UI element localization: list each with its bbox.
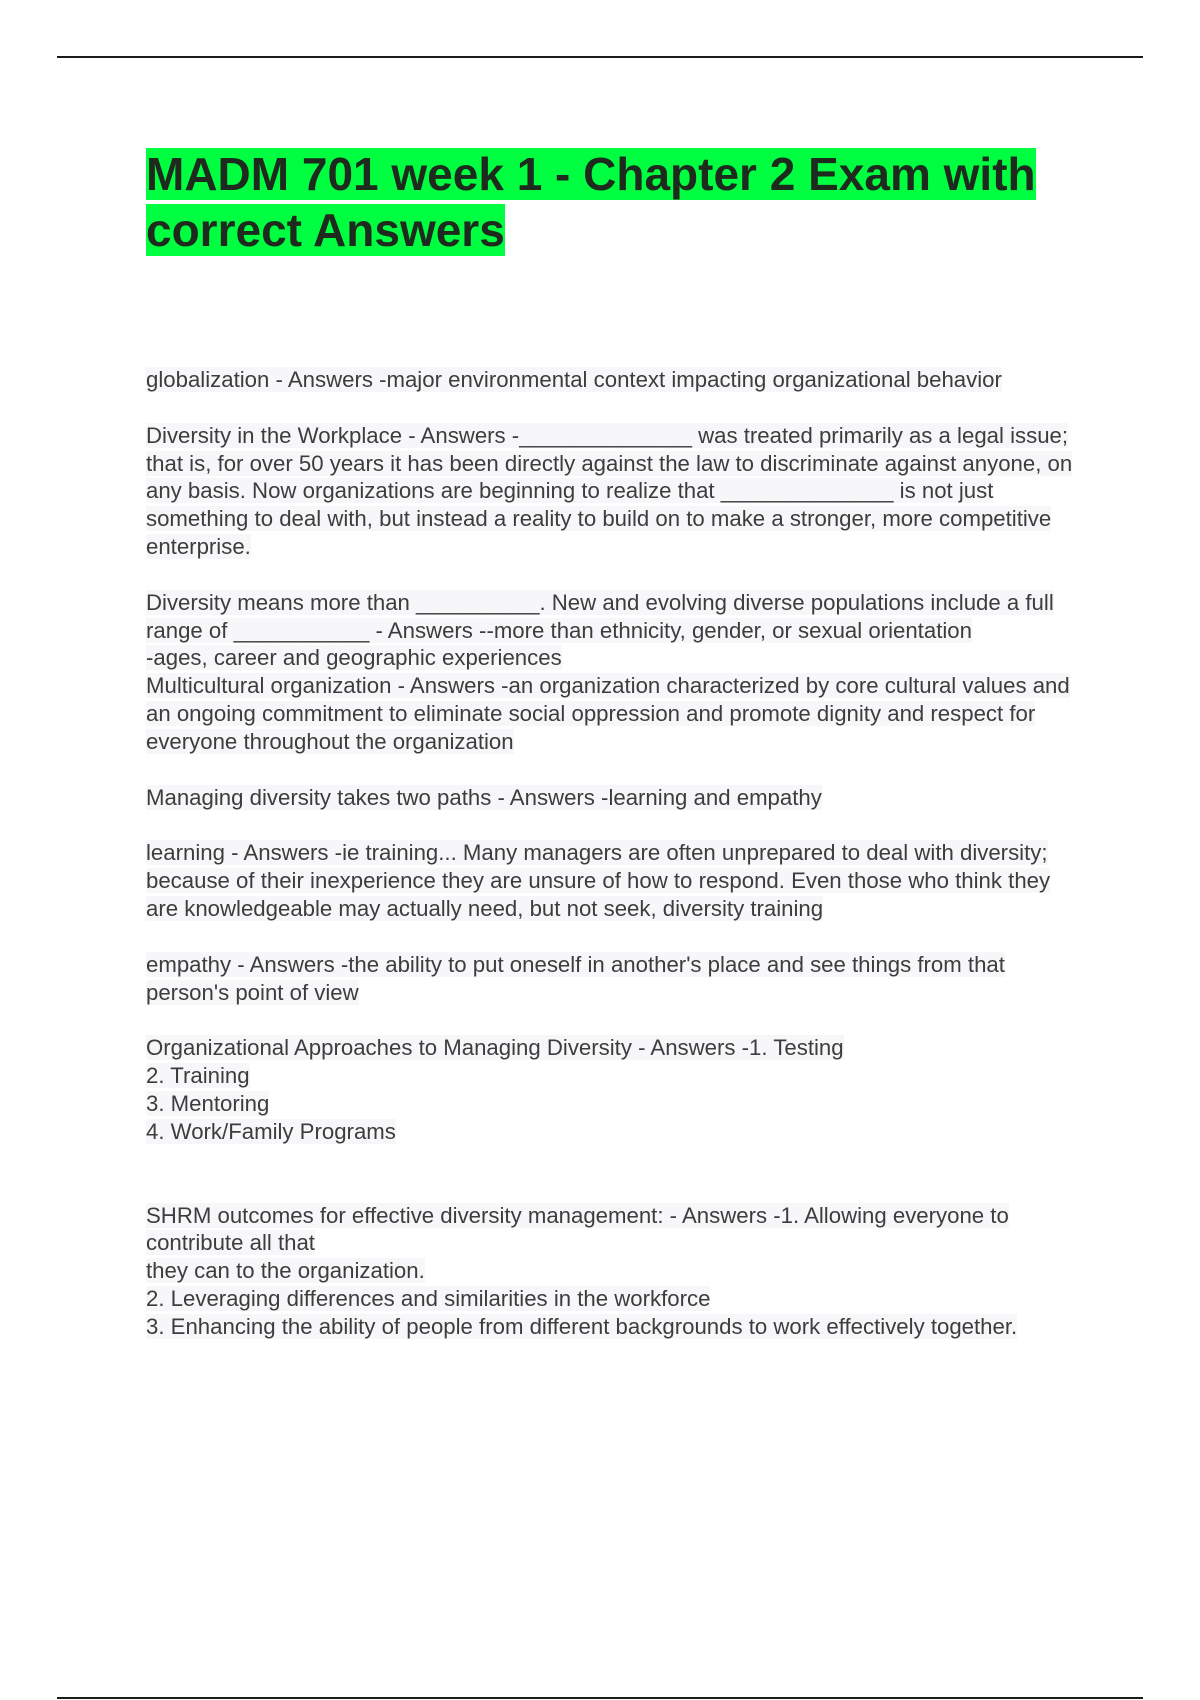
paragraph-line: Diversity means more than __________. New and evolving diverse populations include a full range of ___________ - Answers --more than ethnicity, gender, or sexual orientation	[146, 589, 1054, 643]
paragraph-managing-diversity	[146, 784, 1086, 812]
paragraph-line: learning - Answers -ie training... Many managers are often unprepared to deal with diversity; because of their inexperience they are unsure of how to respond. Even those who think they are knowledgeable may actually need, but not seek, diversity training	[146, 840, 1051, 921]
paragraph-line: globalization - Answers -major environmental context impacting organizational behavior	[146, 367, 1002, 392]
page-title	[146, 146, 1086, 258]
paragraph-line: Diversity in the Workplace - Answers -______________ was treated primarily as a legal issue; that is, for over 50 years it has been directly against the law to discriminate against anyone, on any basis. Now organizations are beginning to realize that ______________ is not just something to deal with, but instead a reality to build on to make a stronger, more competitive enterprise.	[146, 422, 1073, 559]
paragraph-globalization	[146, 366, 1086, 394]
paragraph-line: 3. Enhancing the ability of people from different backgrounds to work effectively together.	[146, 1313, 1018, 1339]
paragraph-shrm-outcomes	[146, 1202, 1086, 1341]
paragraph-line: Multicultural organization - Answers -an organization characterized by core cultural values and an ongoing commitment to eliminate social oppression and promote dignity and respect for everyone throughout the organization	[146, 673, 1070, 754]
paragraph-line: 3. Mentoring	[146, 1090, 270, 1116]
paragraph-diversity-means	[146, 589, 1086, 756]
paragraph-line: 2. Leveraging differences and similarities in the workforce	[146, 1285, 711, 1311]
paragraph-empathy	[146, 951, 1086, 1007]
paragraph-line: Managing diversity takes two paths - Answers -learning and empathy	[146, 784, 822, 810]
paragraph-line: SHRM outcomes for effective diversity management: - Answers -1. Allowing everyone to contribute all that	[146, 1202, 1009, 1256]
paragraph-learning	[146, 839, 1086, 922]
paragraph-diversity-workplace	[146, 422, 1086, 561]
title-highlight: MADM 701 week 1 - Chapter 2 Exam with correct Answers	[146, 148, 1036, 256]
paragraph-line: 4. Work/Family Programs	[146, 1118, 396, 1144]
paragraph-line: empathy - Answers -the ability to put oneself in another's place and see things from that person's point of view	[146, 951, 1005, 1005]
paragraph-line: they can to the organization.	[146, 1258, 425, 1284]
paragraph-line: 2. Training	[146, 1063, 250, 1089]
paragraph-organizational-approaches	[146, 1034, 1086, 1145]
paragraph-line: Organizational Approaches to Managing Diversity - Answers -1. Testing	[146, 1035, 844, 1061]
paragraph-line: -ages, career and geographic experiences	[146, 645, 562, 671]
bottom-rule	[57, 1697, 1143, 1699]
top-rule	[57, 56, 1143, 58]
document-body	[146, 366, 1086, 1369]
